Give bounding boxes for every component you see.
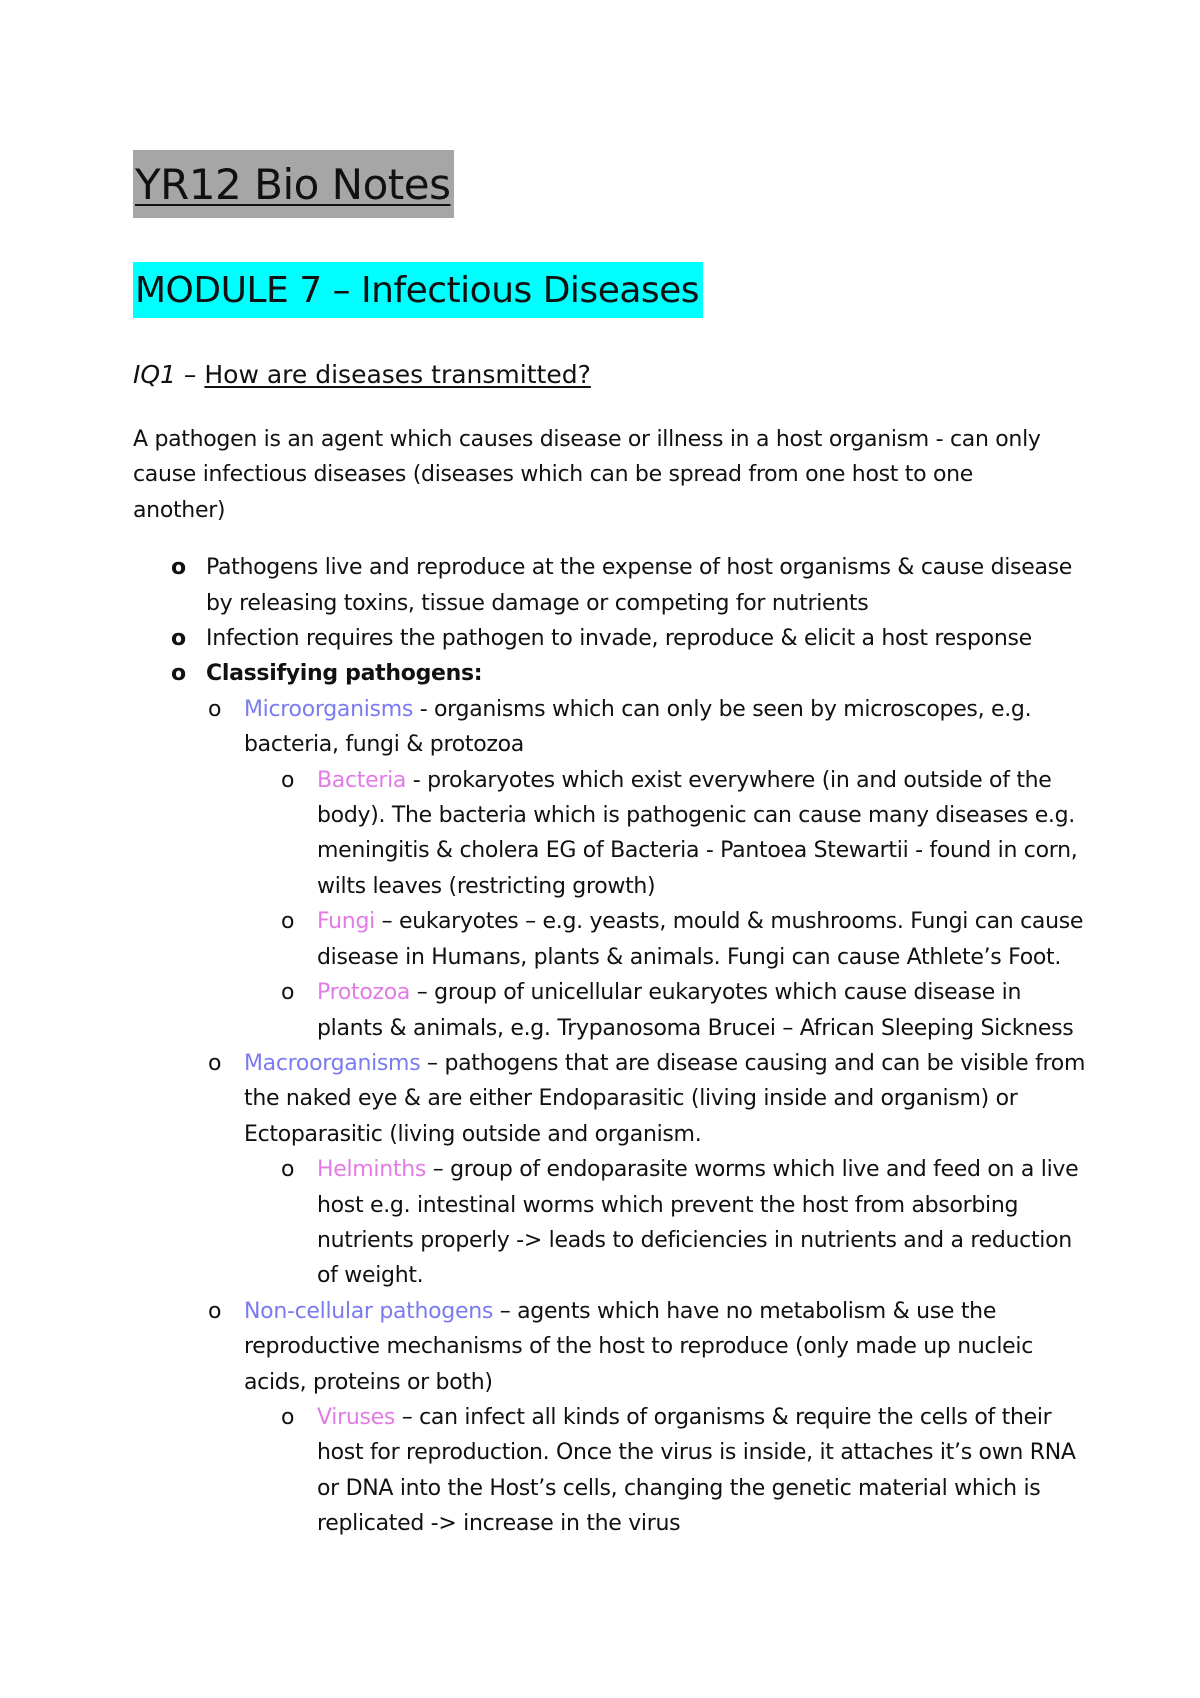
- notes-list: [133, 550, 1093, 1541]
- term-label: Macroorganisms: [244, 1050, 421, 1076]
- bullet-icon: o: [208, 1050, 222, 1076]
- term-label: Microorganisms: [244, 696, 413, 722]
- document-title: YR12 Bio Notes: [133, 150, 454, 218]
- term-description: – pathogens that are disease causing and can be visible from the naked eye & are either Endoparasitic (living inside and organism) or Ectoparasitic (living outside and organism.: [244, 1050, 1086, 1147]
- iq-number: IQ1: [133, 360, 176, 389]
- list-item-microorganisms: [133, 692, 1093, 763]
- bullet-icon: o: [171, 555, 186, 581]
- list-item: [133, 621, 1093, 656]
- bullet-icon: o: [281, 980, 295, 1006]
- term-label: Bacteria: [317, 767, 407, 793]
- list-item: [133, 550, 1093, 621]
- module-heading-wrap: [133, 218, 1093, 318]
- term-description: - organisms which can only be seen by microscopes, e.g. bacteria, fungi & protozoa: [244, 696, 1032, 758]
- bullet-icon: o: [208, 696, 222, 722]
- bullet-icon: o: [171, 626, 186, 652]
- term-description: - prokaryotes which exist everywhere (in and outside of the body). The bacteria which is pathogenic can cause many diseases e.g. meningitis & cholera EG of Bacteria - Pantoea Stewartii - found in corn, wilts leaves (restricting growth): [317, 767, 1078, 899]
- classifying-heading: Classifying pathogens:: [206, 661, 483, 687]
- term-description: – can infect all kinds of organisms & require the cells of their host for reproduction. Once the virus is inside, it attaches it’s own RNA or DNA into the Host’s cells, changing the genetic material which is replicated -> increase in the virus: [317, 1404, 1076, 1537]
- list-item-non-cellular-pathogens: [133, 1294, 1093, 1400]
- bullet-icon: o: [171, 661, 186, 687]
- list-item-macroorganisms: [133, 1046, 1093, 1152]
- point-text: Infection requires the pathogen to invade, reproduce & elicit a host response: [206, 626, 1032, 652]
- term-description: – group of unicellular eukaryotes which cause disease in plants & animals, e.g. Trypanosoma Brucei – African Sleeping Sickness: [317, 980, 1074, 1041]
- list-item-classifying: [133, 656, 1093, 691]
- term-label: Helminths: [317, 1157, 427, 1183]
- term-description: – group of endoparasite worms which live and feed on a live host e.g. intestinal worms which prevent the host from absorbing nutrients properly -> leads to deficiencies in nutrients and a reduction of weight.: [317, 1157, 1079, 1289]
- module-heading: MODULE 7 – Infectious Diseases: [133, 262, 703, 318]
- document-page: [133, 150, 1093, 1542]
- term-label: Non-cellular pathogens: [244, 1298, 494, 1324]
- bullet-icon: o: [208, 1298, 222, 1324]
- bullet-icon: o: [281, 767, 295, 793]
- inquiry-question: [133, 358, 1093, 392]
- list-item-protozoa: [133, 975, 1093, 1046]
- list-item-helminths: [133, 1152, 1093, 1294]
- term-label: Protozoa: [317, 980, 411, 1006]
- term-description: – eukaryotes – e.g. yeasts, mould & mushrooms. Fungi can cause disease in Humans, plants & animals. Fungi can cause Athlete’s Foot.: [317, 909, 1084, 970]
- term-label: Viruses: [317, 1404, 396, 1430]
- term-label: Fungi: [317, 909, 375, 935]
- iq-dash: –: [175, 360, 205, 389]
- list-item-fungi: [133, 904, 1093, 975]
- bullet-icon: o: [281, 909, 295, 935]
- document-title-wrap: [133, 150, 1093, 218]
- bullet-icon: o: [281, 1157, 295, 1183]
- point-text: Pathogens live and reproduce at the expense of host organisms & cause disease by releasing toxins, tissue damage or competing for nutrients: [206, 555, 1073, 616]
- iq-question: How are diseases transmitted?: [204, 360, 591, 389]
- list-item-bacteria: [133, 763, 1093, 905]
- list-item-viruses: [133, 1400, 1093, 1542]
- intro-paragraph: A pathogen is an agent which causes disease or illness in a host organism - can only cause infectious diseases (diseases which can be spread from one host to one another): [133, 427, 1041, 523]
- bullet-icon: o: [281, 1404, 295, 1430]
- term-description: – agents which have no metabolism & use the reproductive mechanisms of the host to reproduce (only made up nucleic acids, proteins or both): [244, 1298, 1033, 1395]
